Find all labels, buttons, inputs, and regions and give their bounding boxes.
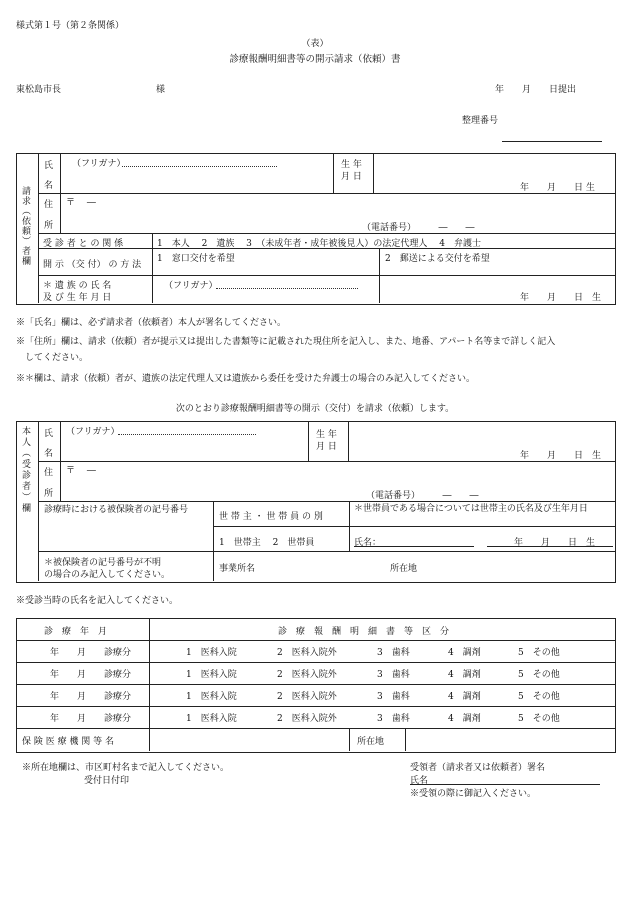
method-label: 開 示 （交 付） の 方 法 [43, 260, 142, 270]
seiri-label: 整理番号 [462, 116, 499, 126]
insurance-number-label: 診療時における被保険者の記号番号 [44, 505, 189, 515]
note-bereaved: ※＊欄は、請求（依頼）者が、遺族の法定代理人又は遺族から委任を受けた弁護士の場合のみ記入してください。 [16, 374, 476, 384]
claim-option-inpatient[interactable]: 1 医科入院 [186, 692, 237, 702]
bereaved-furigana-label: （フリガナ） [164, 281, 218, 291]
institution-location-field[interactable] [408, 730, 612, 749]
unknown-number-note-2: の場合のみ記入してください。 [44, 570, 171, 580]
household-head-note: ＊世帯員である場合については世帯主の氏名及び生年月日 [354, 504, 588, 514]
pat-addr-label-2: 所 [44, 489, 54, 499]
req-addr-label-1: 住 [44, 200, 54, 210]
req-addr-label-2: 所 [44, 221, 54, 231]
req-name-label-1: 氏 [44, 161, 54, 171]
pat-furigana-label: （フリガナ） [66, 427, 120, 437]
household-options[interactable]: 1 世帯主 2 世帯員 [219, 538, 315, 548]
institution-location-label: 所在地 [357, 737, 385, 747]
recipient-note: ※受領の際に御記入ください。 [410, 789, 537, 799]
bereaved-label-1: ＊ 遺 族 の 氏 名 [43, 281, 112, 291]
req-name-field[interactable] [64, 170, 326, 188]
pat-postal-field[interactable]: 〒 ― [66, 466, 96, 476]
claim-option-pharmacy[interactable]: 4 調剤 [448, 692, 481, 702]
claim-option-dental[interactable]: 3 歯科 [377, 692, 410, 702]
claim-option-pharmacy[interactable]: 4 調剤 [448, 648, 481, 658]
relation-label: 受 診 者 と の 関 係 [43, 239, 124, 249]
household-head-name-label: 氏名： [354, 538, 382, 548]
req-furigana-field[interactable] [122, 166, 277, 167]
household-label: 世 帯 主 ・ 世 帯 員 の 別 [219, 512, 323, 522]
addressee: 東松島市長 [16, 85, 62, 95]
claim-option-inpatient[interactable]: 1 医科入院 [186, 648, 237, 658]
claim-option-pharmacy[interactable]: 4 調剤 [448, 714, 481, 724]
req-birth-field[interactable]: 年 月 日 生 [520, 183, 595, 193]
method-option-counter[interactable]: 1 窓口交付を希望 [157, 254, 235, 264]
pat-birth-label: 生 年 月 日 [316, 430, 337, 452]
form-number: 様式第１号（第２条関係） [16, 21, 125, 31]
bereaved-label-2: 及 び 生 年 月 日 [43, 293, 112, 303]
method-option-mail[interactable]: 2 郵送による交付を希望 [385, 254, 490, 264]
relation-options[interactable]: 1 本人 2 遺族 3 （未成年者・成年被後見人）の法定代理人 4 弁護士 [157, 239, 481, 249]
note-signature: ※「氏名」欄は、必ず請求者（依頼者）本人が署名してください。 [16, 318, 287, 328]
pat-furigana-field[interactable] [118, 434, 256, 435]
req-phone-field[interactable]: （電話番号） ― ― [362, 223, 475, 233]
pat-name-label-1: 氏 [44, 429, 54, 439]
req-postal-field[interactable]: 〒 ― [66, 198, 96, 208]
claim-option-outpatient[interactable]: 2 医科入院外 [277, 714, 337, 724]
claim-option-outpatient[interactable]: 2 医科入院外 [277, 670, 337, 680]
bereaved-furigana-field[interactable] [216, 288, 358, 289]
pat-name-field[interactable] [64, 438, 304, 456]
claim-month[interactable]: 年 月 診療分 [50, 648, 132, 658]
claim-option-dental[interactable]: 3 歯科 [377, 648, 410, 658]
recipient-name-label: 氏名 [410, 776, 429, 786]
institution-name-field[interactable] [152, 730, 346, 749]
note-address-cont: してください。 [16, 353, 89, 363]
page-title: 診療報酬明細書等の開示請求（依頼）書 [229, 54, 401, 65]
recipient-label: 受領者（請求者又は依頼者）署名 [410, 763, 546, 773]
requester-side-label: 請求（依頼）者欄 [20, 186, 30, 266]
patient-side-label: 本人（受診者）欄 [20, 426, 30, 514]
claim-option-inpatient[interactable]: 1 医科入院 [186, 670, 237, 680]
insurance-number-field[interactable] [40, 527, 210, 549]
claim-option-other[interactable]: 5 その他 [518, 670, 560, 680]
household-head-name-field[interactable] [354, 546, 474, 547]
bereaved-birth-field[interactable]: 年 月 日 生 [520, 293, 602, 303]
reception-stamp-label: 受付日付印 [84, 776, 130, 786]
note-location: ※所在地欄は、市区町村名まで記入してください。 [22, 763, 230, 773]
claim-option-inpatient[interactable]: 1 医科入院 [186, 714, 237, 724]
title-sub: （表） [301, 39, 329, 49]
note-address: ※「住所」欄は、請求（依頼）者が提示又は提出した書類等に記載された現住所を記入し、また、地番、アパート名等まで詳しく記入 [16, 337, 556, 347]
claim-option-outpatient[interactable]: 2 医科入院外 [277, 648, 337, 658]
seiri-field-line[interactable] [502, 141, 602, 142]
claim-option-dental[interactable]: 3 歯科 [377, 670, 410, 680]
pat-addr-label-1: 住 [44, 468, 54, 478]
col-header-month: 診 療 年 月 [44, 627, 108, 637]
institution-label: 保 険 医 療 機 関 等 名 [22, 737, 115, 747]
pat-name-label-2: 名 [44, 449, 54, 459]
claim-option-other[interactable]: 5 その他 [518, 692, 560, 702]
claim-option-dental[interactable]: 3 歯科 [377, 714, 410, 724]
claim-option-pharmacy[interactable]: 4 調剤 [448, 670, 481, 680]
req-name-label-2: 名 [44, 181, 54, 191]
unknown-number-note-1: ＊被保険者の記号番号が不明 [44, 558, 162, 568]
office-location-label: 所在地 [390, 564, 418, 574]
claim-option-other[interactable]: 5 その他 [518, 648, 560, 658]
claim-month[interactable]: 年 月 診療分 [50, 670, 132, 680]
date-submitted[interactable]: 年 月 日提出 [495, 85, 577, 95]
pat-phone-field[interactable]: （電話番号） ― ― [366, 491, 479, 501]
claim-month[interactable]: 年 月 診療分 [50, 692, 132, 702]
request-statement: 次のとおり診療報酬明細書等の開示（交付）を請求（依頼）します。 [175, 404, 455, 414]
claim-option-outpatient[interactable]: 2 医科入院外 [277, 692, 337, 702]
col-header-category: 診 療 報 酬 明 細 書 等 区 分 [278, 627, 450, 637]
recipient-signature-field[interactable] [410, 784, 600, 785]
note-patient-name: ※受診当時の氏名を記入してください。 [16, 596, 179, 606]
req-furigana-label: （フリガナ） [72, 159, 126, 169]
claim-month[interactable]: 年 月 診療分 [50, 714, 132, 724]
office-name-label: 事業所名 [219, 564, 256, 574]
addressee-honorific: 様 [156, 85, 166, 95]
pat-birth-field[interactable]: 年 月 日 生 [520, 451, 602, 461]
claim-option-other[interactable]: 5 その他 [518, 714, 560, 724]
req-birth-label: 生 年 月 日 [341, 160, 362, 182]
household-head-birth-field[interactable]: 年 月 日 生 [514, 538, 596, 548]
